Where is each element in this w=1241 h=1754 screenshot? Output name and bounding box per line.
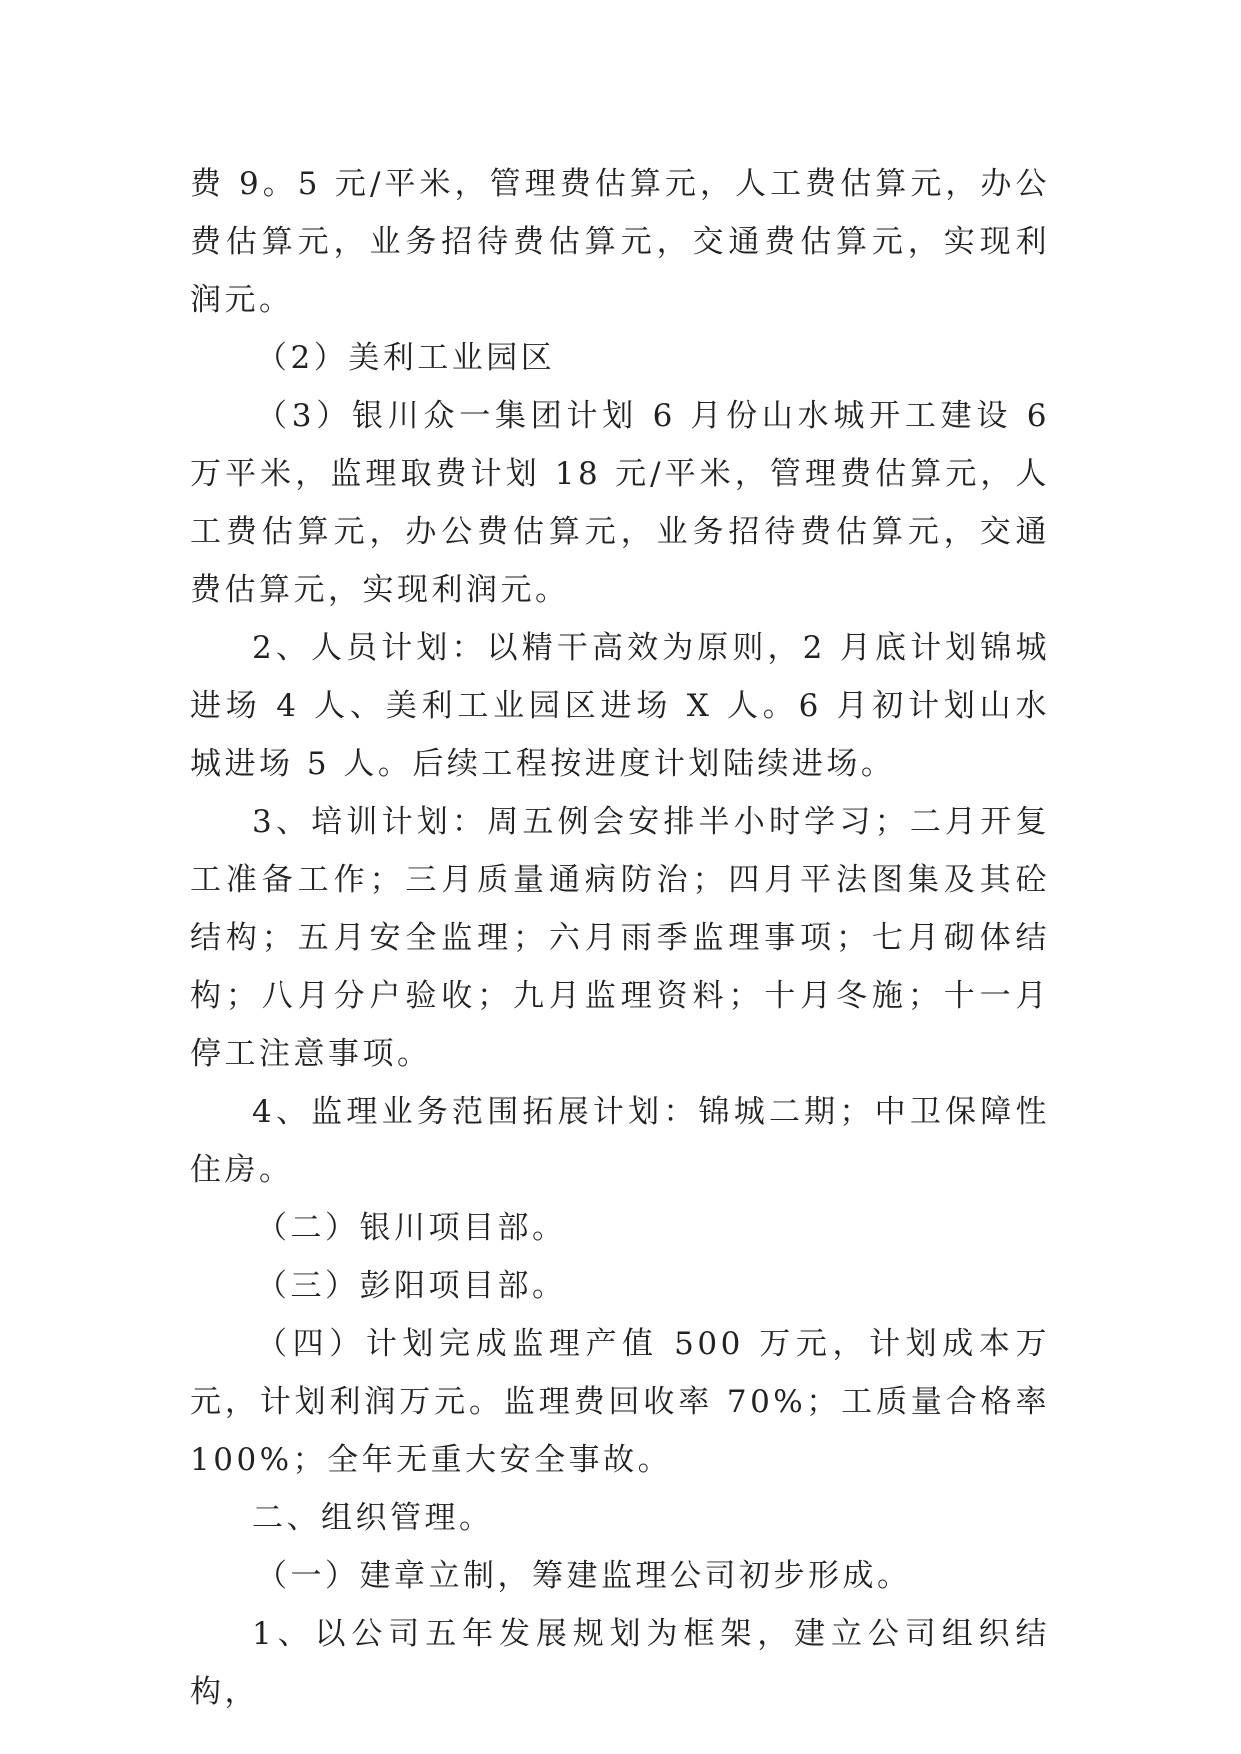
- paragraph: 1、以公司五年发展规划为框架，建立公司组织结构，: [190, 1616, 1050, 1710]
- paragraph: （二）银川项目部。: [256, 1210, 567, 1246]
- paragraph: 3、培训计划：周五例会安排半小时学习；二月开复工准备工作；三月质量通病防治；四月平法图集及其砼结构；五月安全监理；六月雨季监理事项；七月砌体结构；八月分户验收；九月监理资料；十月冬施；十一月停工注意事项。: [190, 804, 1050, 1072]
- paragraph: 2、人员计划：以精干高效为原则，2 月底计划锦城进场 4 人、美利工业园区进场 X 人。6 月初计划山水城进场 5 人。后续工程按进度计划陆续进场。: [190, 630, 1050, 782]
- section-heading: 二、组织管理。: [252, 1500, 494, 1536]
- paragraph: 4、监理业务范围拓展计划：锦城二期；中卫保障性住房。: [190, 1094, 1050, 1188]
- paragraph: （三）彭阳项目部。: [256, 1268, 567, 1304]
- paragraph: 费 9。5 元/平米，管理费估算元，人工费估算元，办公费估算元，业务招待费估算元，交通费估算元，实现利润元。: [190, 166, 1050, 318]
- paragraph: （3）银川众一集团计划 6 月份山水城开工建设 6 万平米，监理取费计划 18 元/平米，管理费估算元，人工费估算元，办公费估算元，业务招待费估算元，交通费估算元，实现利润元。: [190, 398, 1050, 608]
- paragraph: （四）计划完成监理产值 500 万元，计划成本万元，计划利润万元。监理费回收率 70%；工质量合格率 100%；全年无重大安全事故。: [190, 1326, 1050, 1478]
- paragraph: （2）美利工业园区: [256, 340, 556, 376]
- subsection-heading: （一）建章立制，筹建监理公司初步形成。: [256, 1558, 912, 1594]
- document-body: [190, 155, 1050, 1721]
